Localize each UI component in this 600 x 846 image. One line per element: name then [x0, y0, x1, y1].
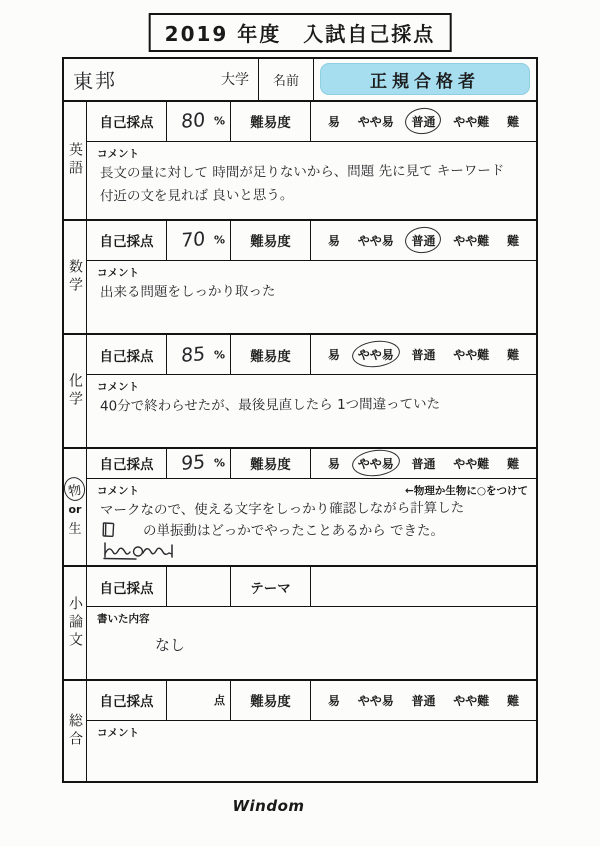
difficulty-option: やや難 [453, 693, 490, 708]
box-sketch-icon [100, 521, 117, 540]
subject-label-math [64, 221, 87, 333]
section-body [87, 335, 536, 447]
university-label: 大学 [221, 72, 249, 89]
section-body [87, 567, 536, 678]
difficulty-option: やや難 [453, 233, 490, 248]
subject-label-essay [64, 567, 87, 678]
self-score-label: 自己採点 [87, 567, 167, 606]
difficulty-option: 難 [507, 114, 520, 129]
comment-label: コメント [97, 266, 139, 279]
difficulty-option: 普通 [411, 456, 436, 471]
subject-biology-text: 生 [68, 522, 82, 538]
subject-label-physics-or-biology [64, 449, 87, 565]
difficulty-options [311, 335, 536, 374]
comment-label: コメント [97, 726, 139, 739]
windom-logo: Windom [232, 797, 305, 815]
percent-unit: % [213, 348, 225, 362]
score-row [87, 335, 536, 375]
difficulty-option: 難 [507, 456, 520, 471]
spring-mass-sketch-icon [102, 541, 182, 561]
score-row [87, 102, 536, 142]
difficulty-option: 易 [327, 456, 340, 471]
physics-bio-circle-note: ←物理か生物に○をつけて [405, 484, 528, 497]
comment-handwritten: マークなので、使える文字をしっかり確認しながら計算した [99, 499, 465, 519]
comment-handwritten: の単振動はどっかでやったことあるから できた。 [143, 523, 445, 540]
point-unit: 点 [214, 694, 225, 708]
name-label: 名前 [259, 59, 314, 100]
comment-label: コメント [97, 147, 139, 160]
subject-or-text: or [68, 503, 82, 517]
comment-area [87, 375, 536, 447]
theme-label: テーマ [231, 567, 311, 606]
self-score-value [167, 221, 231, 260]
difficulty-option: 難 [507, 348, 520, 363]
self-score-value-empty [167, 681, 231, 720]
difficulty-option: 易 [327, 114, 340, 129]
self-score-label: 自己採点 [87, 449, 167, 477]
section-physics-or-biology [64, 449, 536, 567]
university-name-handwritten: 東邦 [72, 68, 118, 94]
difficulty-option: やや易 [357, 693, 394, 708]
subject-text: 化学 [67, 373, 83, 410]
difficulty-options [311, 449, 536, 477]
score-row [87, 681, 536, 721]
difficulty-option: やや難 [453, 348, 490, 363]
header-row [64, 59, 536, 102]
section-overall [64, 681, 536, 781]
section-essay [64, 567, 536, 680]
subject-stack [64, 477, 85, 537]
difficulty-label: 難易度 [231, 221, 311, 260]
percent-unit: % [213, 456, 225, 470]
comment-label: コメント [97, 484, 139, 497]
difficulty-option: やや易 [357, 114, 394, 129]
percent-unit: % [213, 233, 225, 247]
section-body [87, 681, 536, 781]
section-body [87, 449, 536, 565]
comment-handwritten-line2 [100, 521, 526, 541]
section-chemistry [64, 335, 536, 449]
difficulty-option: やや難 [453, 114, 490, 129]
subject-label-chemistry [64, 335, 87, 447]
comment-label: コメント [97, 381, 139, 394]
difficulty-label: 難易度 [231, 335, 311, 374]
name-value-cell [314, 59, 536, 100]
difficulty-options [311, 681, 536, 720]
self-score-label: 自己採点 [87, 221, 167, 260]
score-sheet-table [62, 57, 538, 783]
score-row [87, 449, 536, 478]
score-handwritten: 85 [181, 342, 206, 367]
difficulty-option: 普通 [411, 348, 436, 363]
self-score-value-empty [167, 567, 231, 606]
self-score-label: 自己採点 [87, 102, 167, 141]
difficulty-option: やや難 [453, 456, 490, 471]
section-english [64, 102, 536, 221]
comment-area [87, 142, 536, 219]
comment-handwritten: 付近の文を見れば 良いと思う。 [99, 187, 294, 205]
score-handwritten: 70 [181, 228, 206, 253]
comment-handwritten: 長文の量に対して 時間が足りないから、問題 先に見て キーワード [99, 162, 505, 182]
difficulty-label: 難易度 [231, 681, 311, 720]
difficulty-label: 難易度 [231, 102, 311, 141]
score-row [87, 567, 536, 607]
difficulty-options [311, 102, 536, 141]
comment-handwritten: 出来る問題をしっかり取った [99, 283, 276, 301]
difficulty-label: 難易度 [231, 449, 311, 477]
subject-label-english [64, 102, 87, 219]
difficulty-option: 普通 [411, 233, 436, 248]
comment-area [87, 721, 536, 781]
score-handwritten: 95 [181, 451, 206, 476]
page-title: 2019 年度 入試自己採点 [149, 13, 452, 52]
subject-text: 小論文 [67, 596, 83, 651]
comment-area [87, 261, 536, 333]
subject-text: 数学 [67, 259, 83, 296]
comment-handwritten: 40分で終わらせたが、最後見直したら 1つ間違っていた [99, 396, 441, 415]
difficulty-option: 普通 [411, 114, 436, 129]
difficulty-option: 難 [507, 693, 520, 708]
difficulty-option: 易 [327, 693, 340, 708]
subject-label-overall [64, 681, 87, 781]
score-row [87, 221, 536, 261]
section-body [87, 102, 536, 219]
difficulty-option: 易 [327, 233, 340, 248]
self-score-value [167, 335, 231, 374]
percent-unit: % [213, 114, 225, 128]
difficulty-option: 易 [327, 348, 340, 363]
section-math [64, 221, 536, 335]
difficulty-option: やや易 [357, 233, 394, 248]
written-content-handwritten: なし [155, 636, 186, 655]
difficulty-options [311, 221, 536, 260]
written-content-label: 書いた内容 [97, 613, 150, 626]
difficulty-option: 普通 [411, 693, 436, 708]
difficulty-option: 難 [507, 233, 520, 248]
self-score-label: 自己採点 [87, 681, 167, 720]
self-score-label: 自己採点 [87, 335, 167, 374]
self-score-value [167, 449, 231, 477]
self-score-value [167, 102, 231, 141]
university-cell [64, 59, 259, 100]
comment-area [87, 479, 536, 566]
written-content-area [87, 607, 536, 678]
section-body [87, 221, 536, 333]
score-handwritten: 80 [181, 109, 206, 134]
difficulty-option: やや易 [357, 456, 394, 471]
difficulty-option: やや易 [357, 348, 394, 363]
subject-text: 英語 [67, 142, 83, 179]
subject-physics-circled: 物 [62, 475, 88, 503]
theme-value-empty [311, 567, 536, 606]
result-badge: 正規合格者 [320, 63, 530, 95]
subject-text: 総合 [67, 712, 83, 749]
